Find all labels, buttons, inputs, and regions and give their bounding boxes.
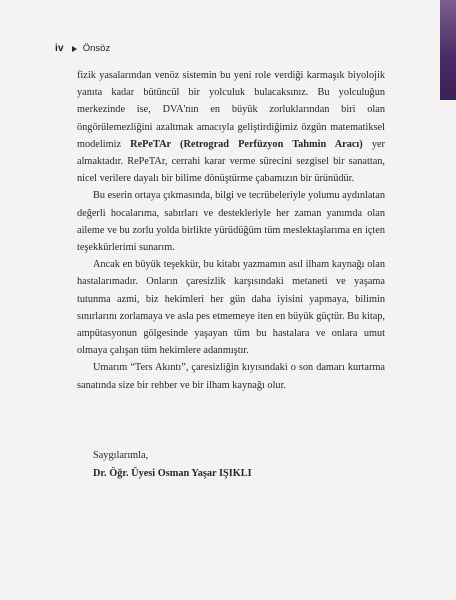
model-name-bold: RePeTAr (Retrograd Perfüzyon Tahmin Aracı)	[130, 138, 363, 150]
play-arrow-icon	[72, 46, 77, 52]
signature: Dr. Öğr. Üyesi Osman Yaşar IŞIKLI	[93, 467, 252, 479]
paragraph-1-part-b: yer almaktadır. RePeTAr, cerrahi karar verme sürecini sezgisel bir sanattan, nicel verilere dayalı bir bilime dönüştürme çabamızın bir ürünüdür.	[77, 138, 385, 185]
paragraph-4: Umarım “Ters Akıntı”, çaresizliğin kıyısındaki o son damarı kurtarma sanatında size bir rehber ve bir ilham kaynağı olur.	[77, 362, 385, 391]
section-title: Önsöz	[82, 43, 111, 54]
paragraph-2: Bu eserin ortaya çıkmasında, bilgi ve tecrübeleriyle yolumu aydınlatan değerli hocalarıma, sabırları ve destekleriyle her zaman yanımda olan aileme ve bu zorlu yolda birlikte yürüdüğüm tüm meslektaşlarıma en içten teşekkürlerimi sunarım.	[77, 190, 385, 254]
paragraph-1	[77, 67, 385, 187]
salutation: Saygılarımla,	[93, 450, 149, 461]
page-header	[55, 43, 110, 54]
page-number: iv	[55, 43, 64, 54]
chapter-tab	[440, 0, 456, 100]
paragraph-1-part-a: fizik yasalarından venöz sistemin bu yeni role verdiği karmaşık biyolojik yanıta kadar bütüncül bir yolculuk bulacaksınız. Bu yolculuğun merkezinde ise, DVA'nın en büyük zorluklarından biri olan öngörülemezliğini azaltmak amacıyla geliştirdiğimiz özgün matematiksel modelimiz	[77, 70, 385, 150]
paragraph-3: Ancak en büyük teşekkür, bu kitabı yazmamın asıl ilham kaynağı olan hastalarımadır. Onların çaresizlik karşısındaki metaneti ve yaşama tutunma azmi, biz hekimleri her gün daha iyisini yapmaya, bilimin sınırlarını zorlamaya ve asla pes etmemeye iten en büyük güçtür. Bu kitap, ampütasyonun gölgesinde yaşayan tüm bu hastalara ve onlara umut olmaya çalışan tüm hekimlere adanmıştır.	[77, 259, 385, 357]
body-text	[77, 67, 385, 394]
closing-block	[93, 447, 252, 482]
